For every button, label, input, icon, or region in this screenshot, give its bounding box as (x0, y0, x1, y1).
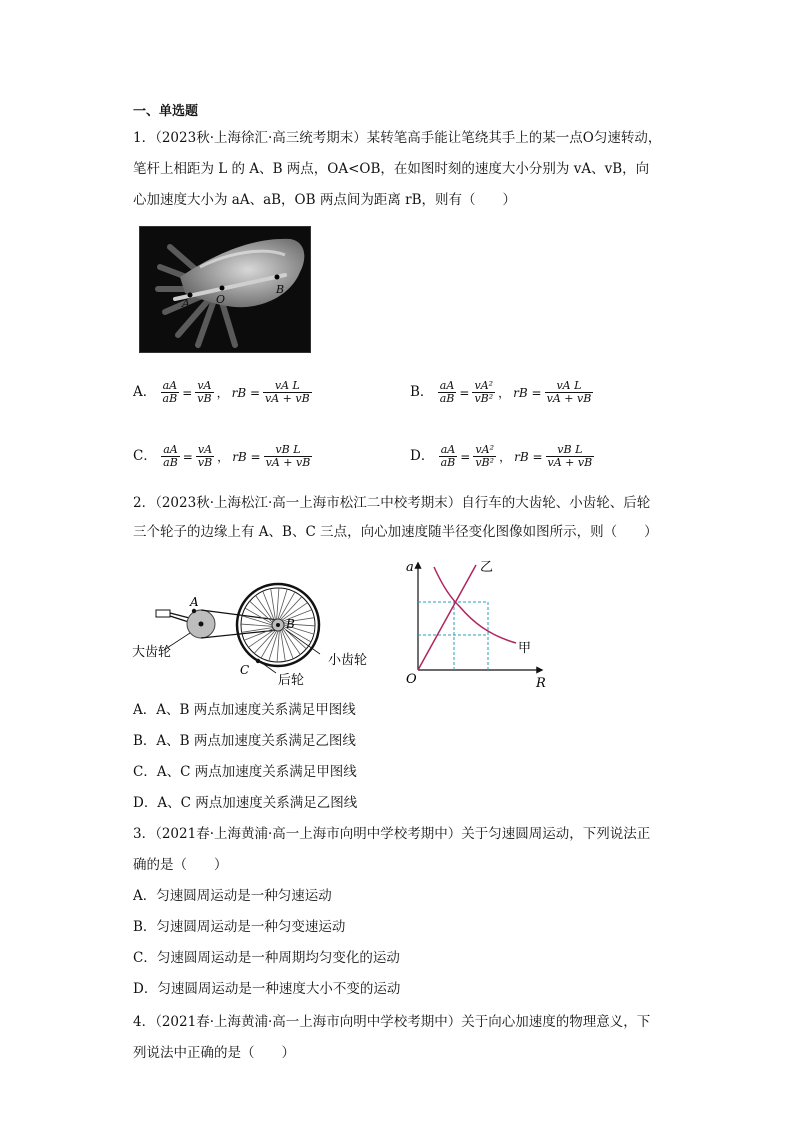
pen-hand-illustration (140, 227, 310, 352)
frac-den: aB (440, 456, 456, 469)
q1-option-d[interactable] (410, 444, 594, 469)
q4-line-2: 列说法中正确的是（ ） (133, 1045, 295, 1061)
frac-num: aA (439, 444, 458, 457)
equals: = (459, 385, 470, 400)
q3-line-2: 确的是（ ） (133, 857, 228, 873)
wheel-spoke (277, 631, 279, 662)
q1-line-2: 笔杆上相距为 L 的 A、B 两点，OA<OB，在如图时刻的速度大小分别为 vA、vB，向 (133, 161, 650, 177)
curve-jia (434, 567, 516, 643)
rb-label: rB = (514, 449, 543, 464)
x-axis-label: R (536, 676, 546, 690)
separator: ， (216, 385, 229, 400)
q4-line-1: 4．（2021春·上海黄浦·高一上海市向明中学校考期中）关于向心加速度的物理意义，下 (133, 1014, 651, 1030)
point-c-marker (256, 659, 260, 663)
q3-option-a[interactable]: A．匀速圆周运动是一种匀速运动 (133, 888, 332, 904)
rb-label: rB = (231, 385, 261, 400)
q2-option-b[interactable]: B．A、B 两点加速度关系满足乙图线 (133, 733, 356, 749)
label-b: B (276, 283, 285, 296)
label-o: O (216, 293, 226, 306)
option-formula (161, 444, 312, 469)
big-gear-label: 大齿轮 (132, 645, 172, 660)
curve-yi (418, 565, 476, 670)
frac-den: vB (197, 392, 212, 405)
frac-num: vB L (264, 444, 313, 457)
option-letter: A． (133, 384, 157, 400)
wheel-spoke (261, 631, 277, 658)
dashed-guides (418, 602, 488, 670)
frac-num: vA L (263, 380, 312, 393)
pen-spinning-photo (139, 226, 311, 353)
frac-den: aB (163, 456, 178, 469)
option-letter: B． (410, 384, 434, 400)
q3-option-b[interactable]: B．匀速圆周运动是一种匀变速运动 (133, 919, 346, 935)
separator: ， (499, 449, 512, 464)
separator: ， (217, 449, 230, 464)
small-gear-label: 小齿轮 (328, 653, 368, 668)
option-formula (438, 380, 594, 405)
point-a-marker (192, 609, 196, 613)
y-axis-label: a (406, 560, 414, 575)
frac-den: aB (439, 392, 455, 405)
rb-label: rB = (232, 449, 261, 464)
label-b: B (286, 617, 295, 631)
q2-line-2: 三个轮子的边缘上有 A、B、C 三点，向心加速度随半径变化图像如图所示，则（ ） (133, 524, 658, 540)
frac-num: vB L (546, 444, 595, 457)
q1-option-b[interactable] (410, 380, 593, 405)
acceleration-radius-graph (400, 555, 560, 690)
q1-option-c[interactable] (133, 444, 312, 469)
equals: = (460, 449, 471, 464)
frac-num: aA (161, 380, 180, 393)
frac-num: vA² (472, 380, 495, 393)
option-letter: C． (133, 448, 157, 464)
separator: ， (498, 385, 511, 400)
frac-den: vA + vB (547, 456, 593, 469)
frac-den: aB (162, 392, 178, 405)
wheel-spoke (279, 592, 295, 619)
q2-option-a[interactable]: A．A、B 两点加速度关系满足甲图线 (133, 702, 356, 718)
option-formula (439, 444, 595, 469)
wheel-spoke (283, 629, 301, 655)
wheel-spoke (281, 630, 286, 661)
frac-den: vA + vB (265, 456, 311, 469)
equals: = (182, 385, 193, 400)
point-b-marker (275, 275, 280, 280)
option-letter: D． (410, 448, 435, 464)
wheel-spoke (277, 588, 279, 619)
frac-den: vA + vB (265, 392, 310, 405)
wheel-spoke (271, 589, 276, 620)
option-formula (161, 380, 312, 405)
q2-option-c[interactable]: C．A、C 两点加速度关系满足甲图线 (133, 764, 357, 780)
rb-label: rB = (513, 385, 542, 400)
frac-num: aA (438, 380, 457, 393)
wheel-spoke (241, 624, 272, 626)
frac-den: vB² (474, 392, 494, 405)
label-a: A (182, 297, 190, 310)
frac-num: aA (161, 444, 180, 457)
q3-line-1: 3．（2021春·上海黄浦·高一上海市向明中学校考期中）关于匀速圆周运动，下列说法正 (133, 826, 651, 842)
section-title: 一、单选题 (133, 104, 199, 119)
q2-option-d[interactable]: D．A、C 两点加速度关系满足乙图线 (133, 795, 358, 811)
q1-line-3: 心加速度大小为 aA、aB，OB 两点间为距离 rB，则有（ ） (133, 192, 517, 208)
wheel-spoke (263, 591, 274, 620)
curve-yi-label: 乙 (480, 560, 494, 575)
origin-label: O (406, 672, 417, 687)
q3-option-d[interactable]: D．匀速圆周运动是一种速度大小不变的运动 (133, 981, 401, 997)
equals: = (182, 449, 193, 464)
frac-den: vB² (475, 456, 495, 469)
frac-den: vB (197, 456, 213, 469)
label-a: A (190, 595, 199, 609)
wheel-spoke (244, 629, 273, 640)
point-o-marker (220, 286, 225, 291)
q3-option-c[interactable]: C．匀速圆周运动是一种周期均匀变化的运动 (133, 950, 400, 966)
bicycle-gear-diagram (128, 578, 378, 690)
frac-num: vA L (545, 380, 594, 393)
frac-num: vA² (473, 444, 496, 457)
curve-jia-label: 甲 (518, 641, 532, 656)
rear-wheel-label: 后轮 (278, 673, 305, 688)
q1-line-1: 1．（2023秋·上海徐汇·高三统考期末）某转笔高手能让笔绕其手上的某一点O匀速转动， (133, 130, 662, 146)
frac-den: vA + vB (546, 392, 592, 405)
label-c: C (240, 663, 250, 677)
frac-num: vA (195, 380, 213, 393)
q2-line-1: 2．（2023秋·上海松江·高一上海市松江二中校考期末）自行车的大齿轮、小齿轮、后轮 (133, 495, 651, 511)
frac-num: vA (196, 444, 214, 457)
q1-option-a[interactable] (133, 380, 312, 405)
